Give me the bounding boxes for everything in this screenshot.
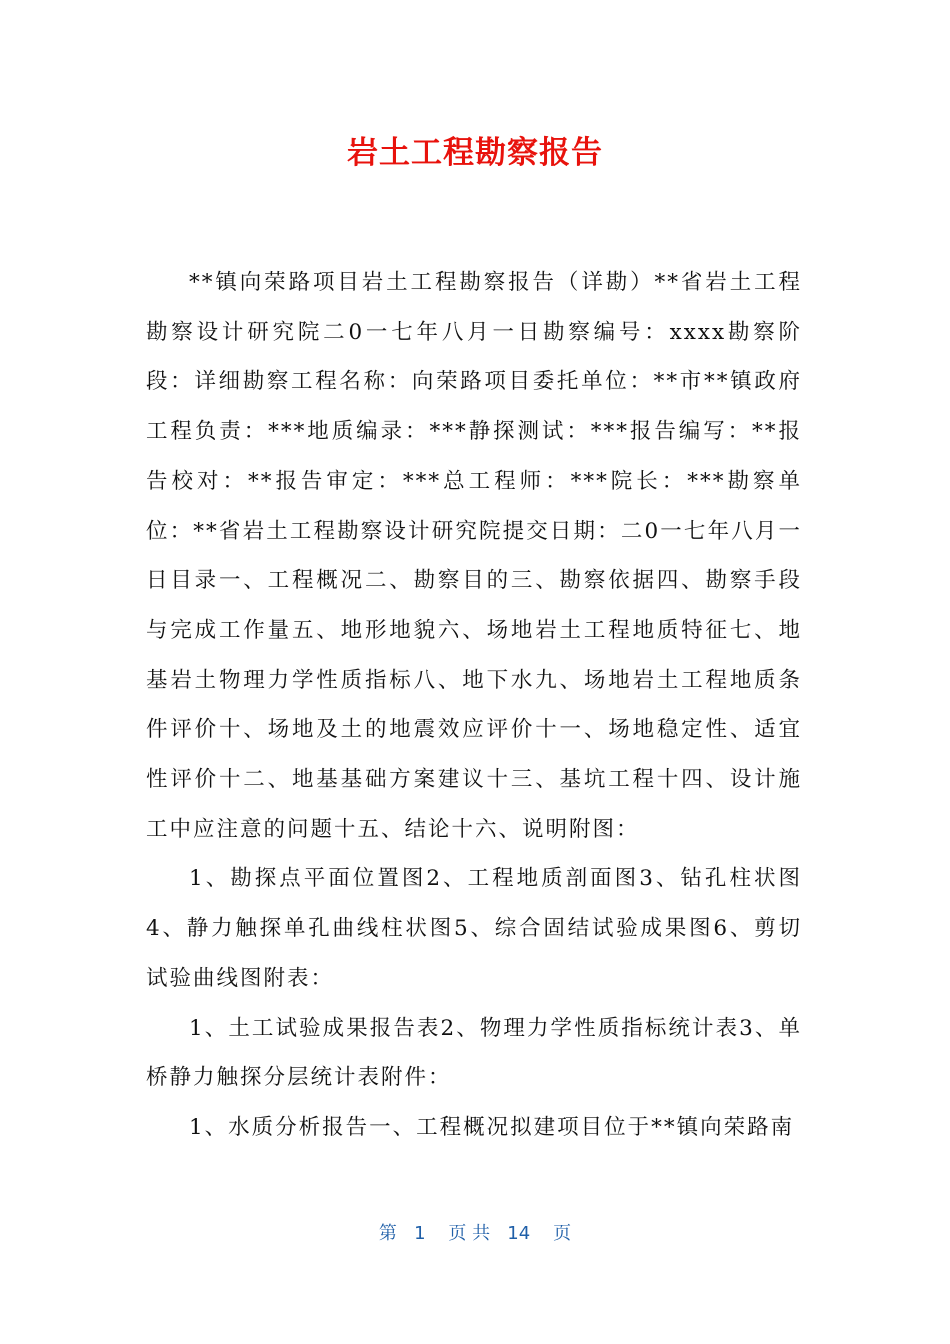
document-body (146, 258, 802, 1153)
page-number-footer: 第 1 页 共 14 页 (378, 1223, 572, 1244)
page-title: 岩土工程勘察报告 (347, 135, 603, 171)
paragraph-attached-figures: 1、勘探点平面位置图2、工程地质剖面图3、钻孔柱状图4、静力触探单孔曲线柱状图5、综合固结试验成果图6、剪切试验曲线图附表： (146, 866, 802, 991)
paragraph-attached-tables: 1、土工试验成果报告表2、物理力学性质指标统计表3、单桥静力触探分层统计表附件： (146, 1015, 802, 1091)
paragraph-cover-info: **镇向荣路项目岩土工程勘察报告（详勘）**省岩土工程勘察设计研究院二0一七年八月一日勘察编号：xxxx勘察阶段：详细勘察工程名称：向荣路项目委托单位：**市**镇政府工程负责：***地质编录：***静探测试：***报告编写：**报告校对：**报告审定：***总工程师：***院长：***勘察单位：**省岩土工程勘察设计研究院提交日期：二0一七年八月一日目录一、工程概况二、勘察目的三、勘察依据四、勘察手段与完成工作量五、地形地貌六、场地岩土工程地质特征七、地基岩土物理力学性质指标八、地下水九、场地岩土工程地质条件评价十、场地及土的地震效应评价十一、场地稳定性、适宜性评价十二、地基基础方案建议十三、基坑工程十四、设计施工中应注意的问题十五、结论十六、说明附图： (146, 270, 802, 842)
paragraph-attachments: 1、水质分析报告一、工程概况拟建项目位于**镇向荣路南 (189, 1114, 795, 1140)
